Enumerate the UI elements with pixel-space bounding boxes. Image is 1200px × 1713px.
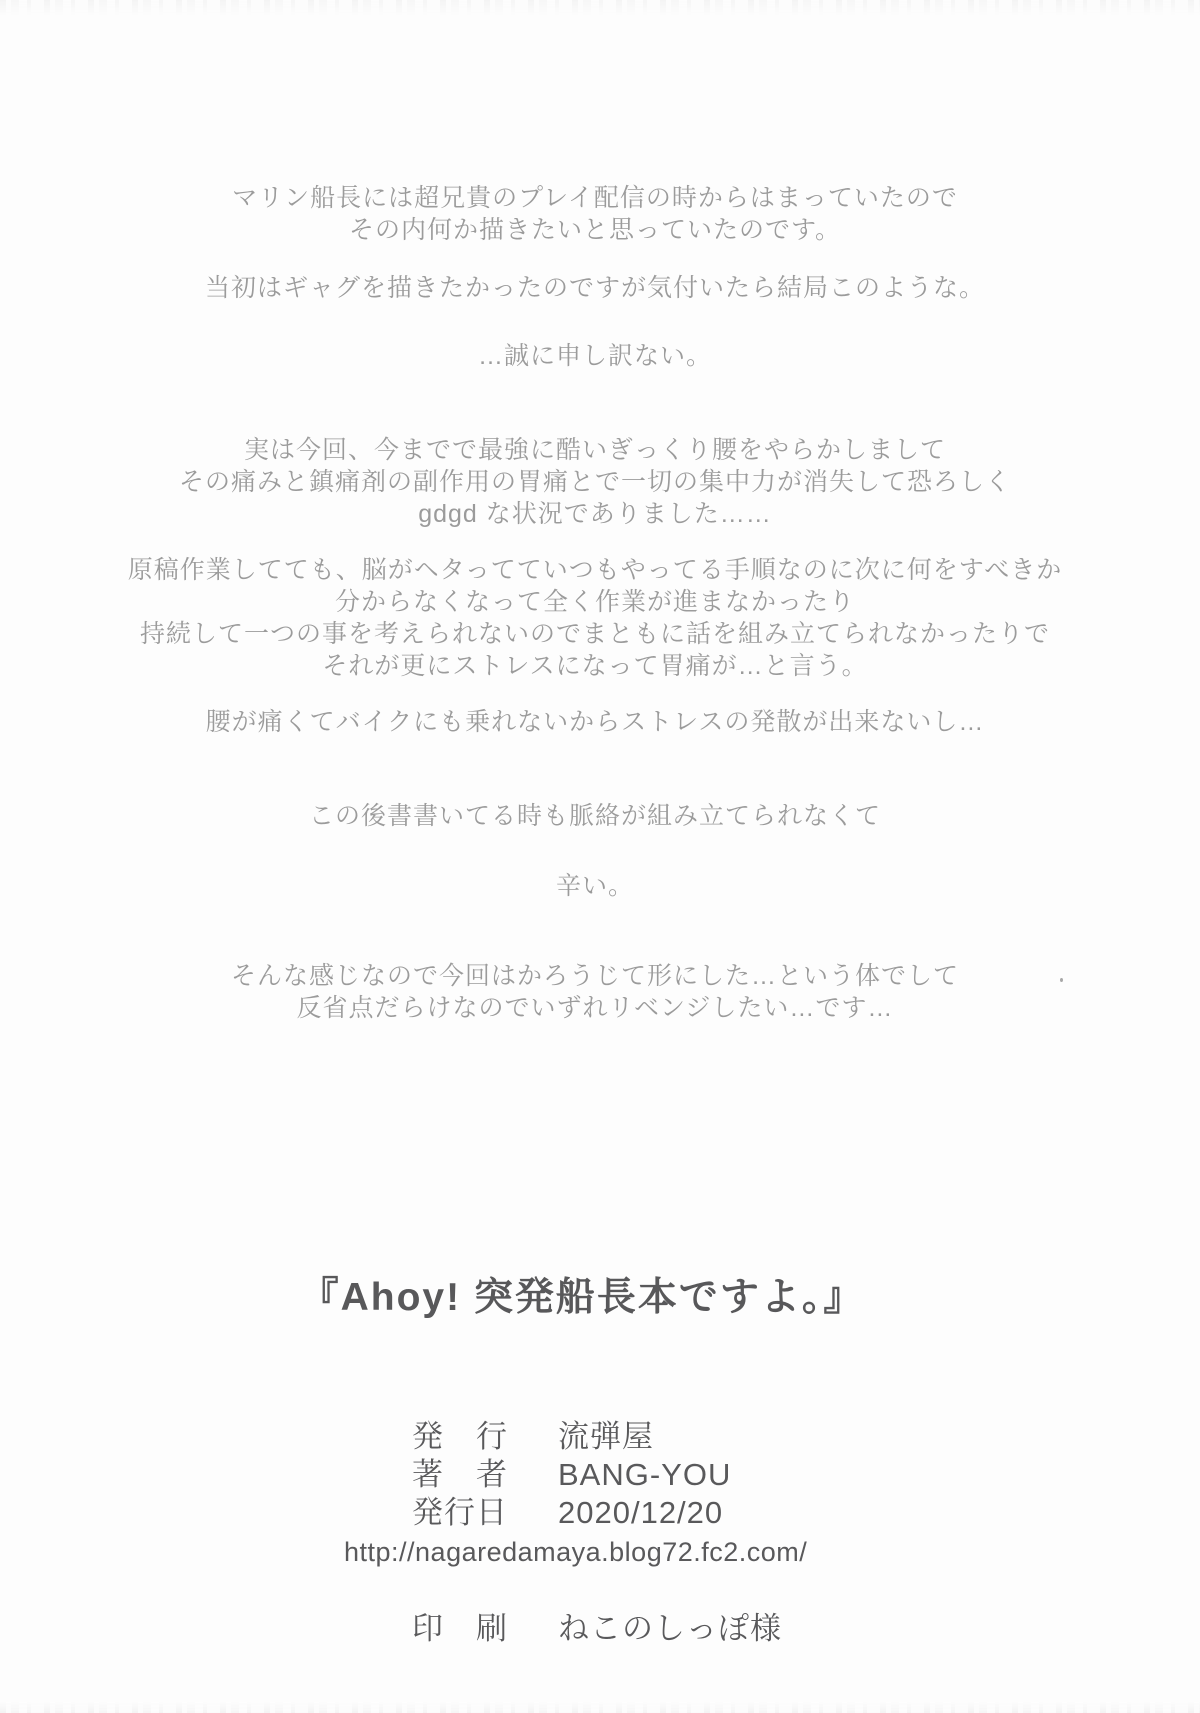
afterword-line: 当初はギャグを描きたかったのですが気付いたら結局このような。 (204, 274, 985, 302)
afterword-line: 腰が痛くてバイクにも乗れないからストレスの発散が出来ないし… (205, 708, 985, 736)
afterword-paragraph (0, 182, 1190, 246)
afterword-paragraph (0, 272, 1190, 304)
afterword-line: この後書書いてる時も脈絡が組み立てられなくて (308, 802, 881, 830)
afterword-line: …誠に申し訳ない。 (477, 342, 712, 370)
scan-noise-bottom-edge (0, 1701, 1200, 1713)
colophon-value: BANG-YOU (558, 1457, 732, 1492)
afterword-paragraph (0, 434, 1190, 530)
colophon-value: 流弾屋 (558, 1419, 654, 1454)
afterword-line: それが更にストレスになって胃痛が…と言う。 (322, 652, 868, 680)
afterword-line: その内何か描きたいと思っていたのです。 (348, 216, 841, 244)
colophon-row-printer (412, 1610, 782, 1648)
book-title: 『Ahoy! 突発船長本ですよ。』 (299, 1276, 865, 1319)
colophon-label: 印 刷 (412, 1611, 508, 1646)
afterword-line: 分からなくなって全く作業が進まなかったり (334, 588, 855, 616)
colophon-value: 2020/12/20 (558, 1495, 724, 1530)
afterword-line: 持続して一つの事を考えられないのでまともに話を組み立てられなかったりで (139, 620, 1050, 648)
afterword-line: 反省点だらけなのでいずれリベンジしたい…です… (296, 994, 894, 1022)
colophon-row-author (412, 1456, 731, 1494)
afterword-line: gdgd な状況でありました…… (418, 500, 772, 528)
afterword-paragraph (0, 706, 1190, 738)
afterword-line: マリン船長には超兄貴のプレイ配信の時からはまっていたので (232, 184, 958, 212)
colophon-row-publisher (412, 1418, 731, 1456)
colophon-value: ねこのしっぽ様 (558, 1611, 782, 1646)
afterword-paragraph (0, 870, 1190, 902)
afterword-paragraph (0, 554, 1190, 682)
colophon-row-publish-date (412, 1494, 731, 1532)
website-url: http://nagaredamaya.blog72.fc2.com/ (344, 1537, 808, 1567)
colophon-label: 発行日 (412, 1495, 508, 1530)
afterword-line: 原稿作業してても、脳がヘタってていつもやってる手順なのに次に何をすべきか (127, 556, 1063, 584)
afterword-paragraph (0, 340, 1190, 372)
afterword-paragraph (0, 800, 1190, 832)
colophon-label: 発 行 (412, 1419, 508, 1454)
afterword-line: その痛みと鎮痛剤の副作用の胃痛とで一切の集中力が消失して恐ろしく (178, 468, 1011, 496)
afterword-line: そんな感じなので今回はかろうじて形にした…という体でして (230, 962, 959, 990)
afterword-line: 実は今回、今までで最強に酷いぎっくり腰をやらかしまして (243, 436, 946, 464)
scan-noise-top-edge (0, 0, 1200, 15)
afterword-paragraph (0, 960, 1190, 1024)
colophon-block (412, 1418, 731, 1532)
afterword-line: 辛い。 (555, 872, 634, 900)
colophon-label: 著 者 (412, 1457, 508, 1492)
